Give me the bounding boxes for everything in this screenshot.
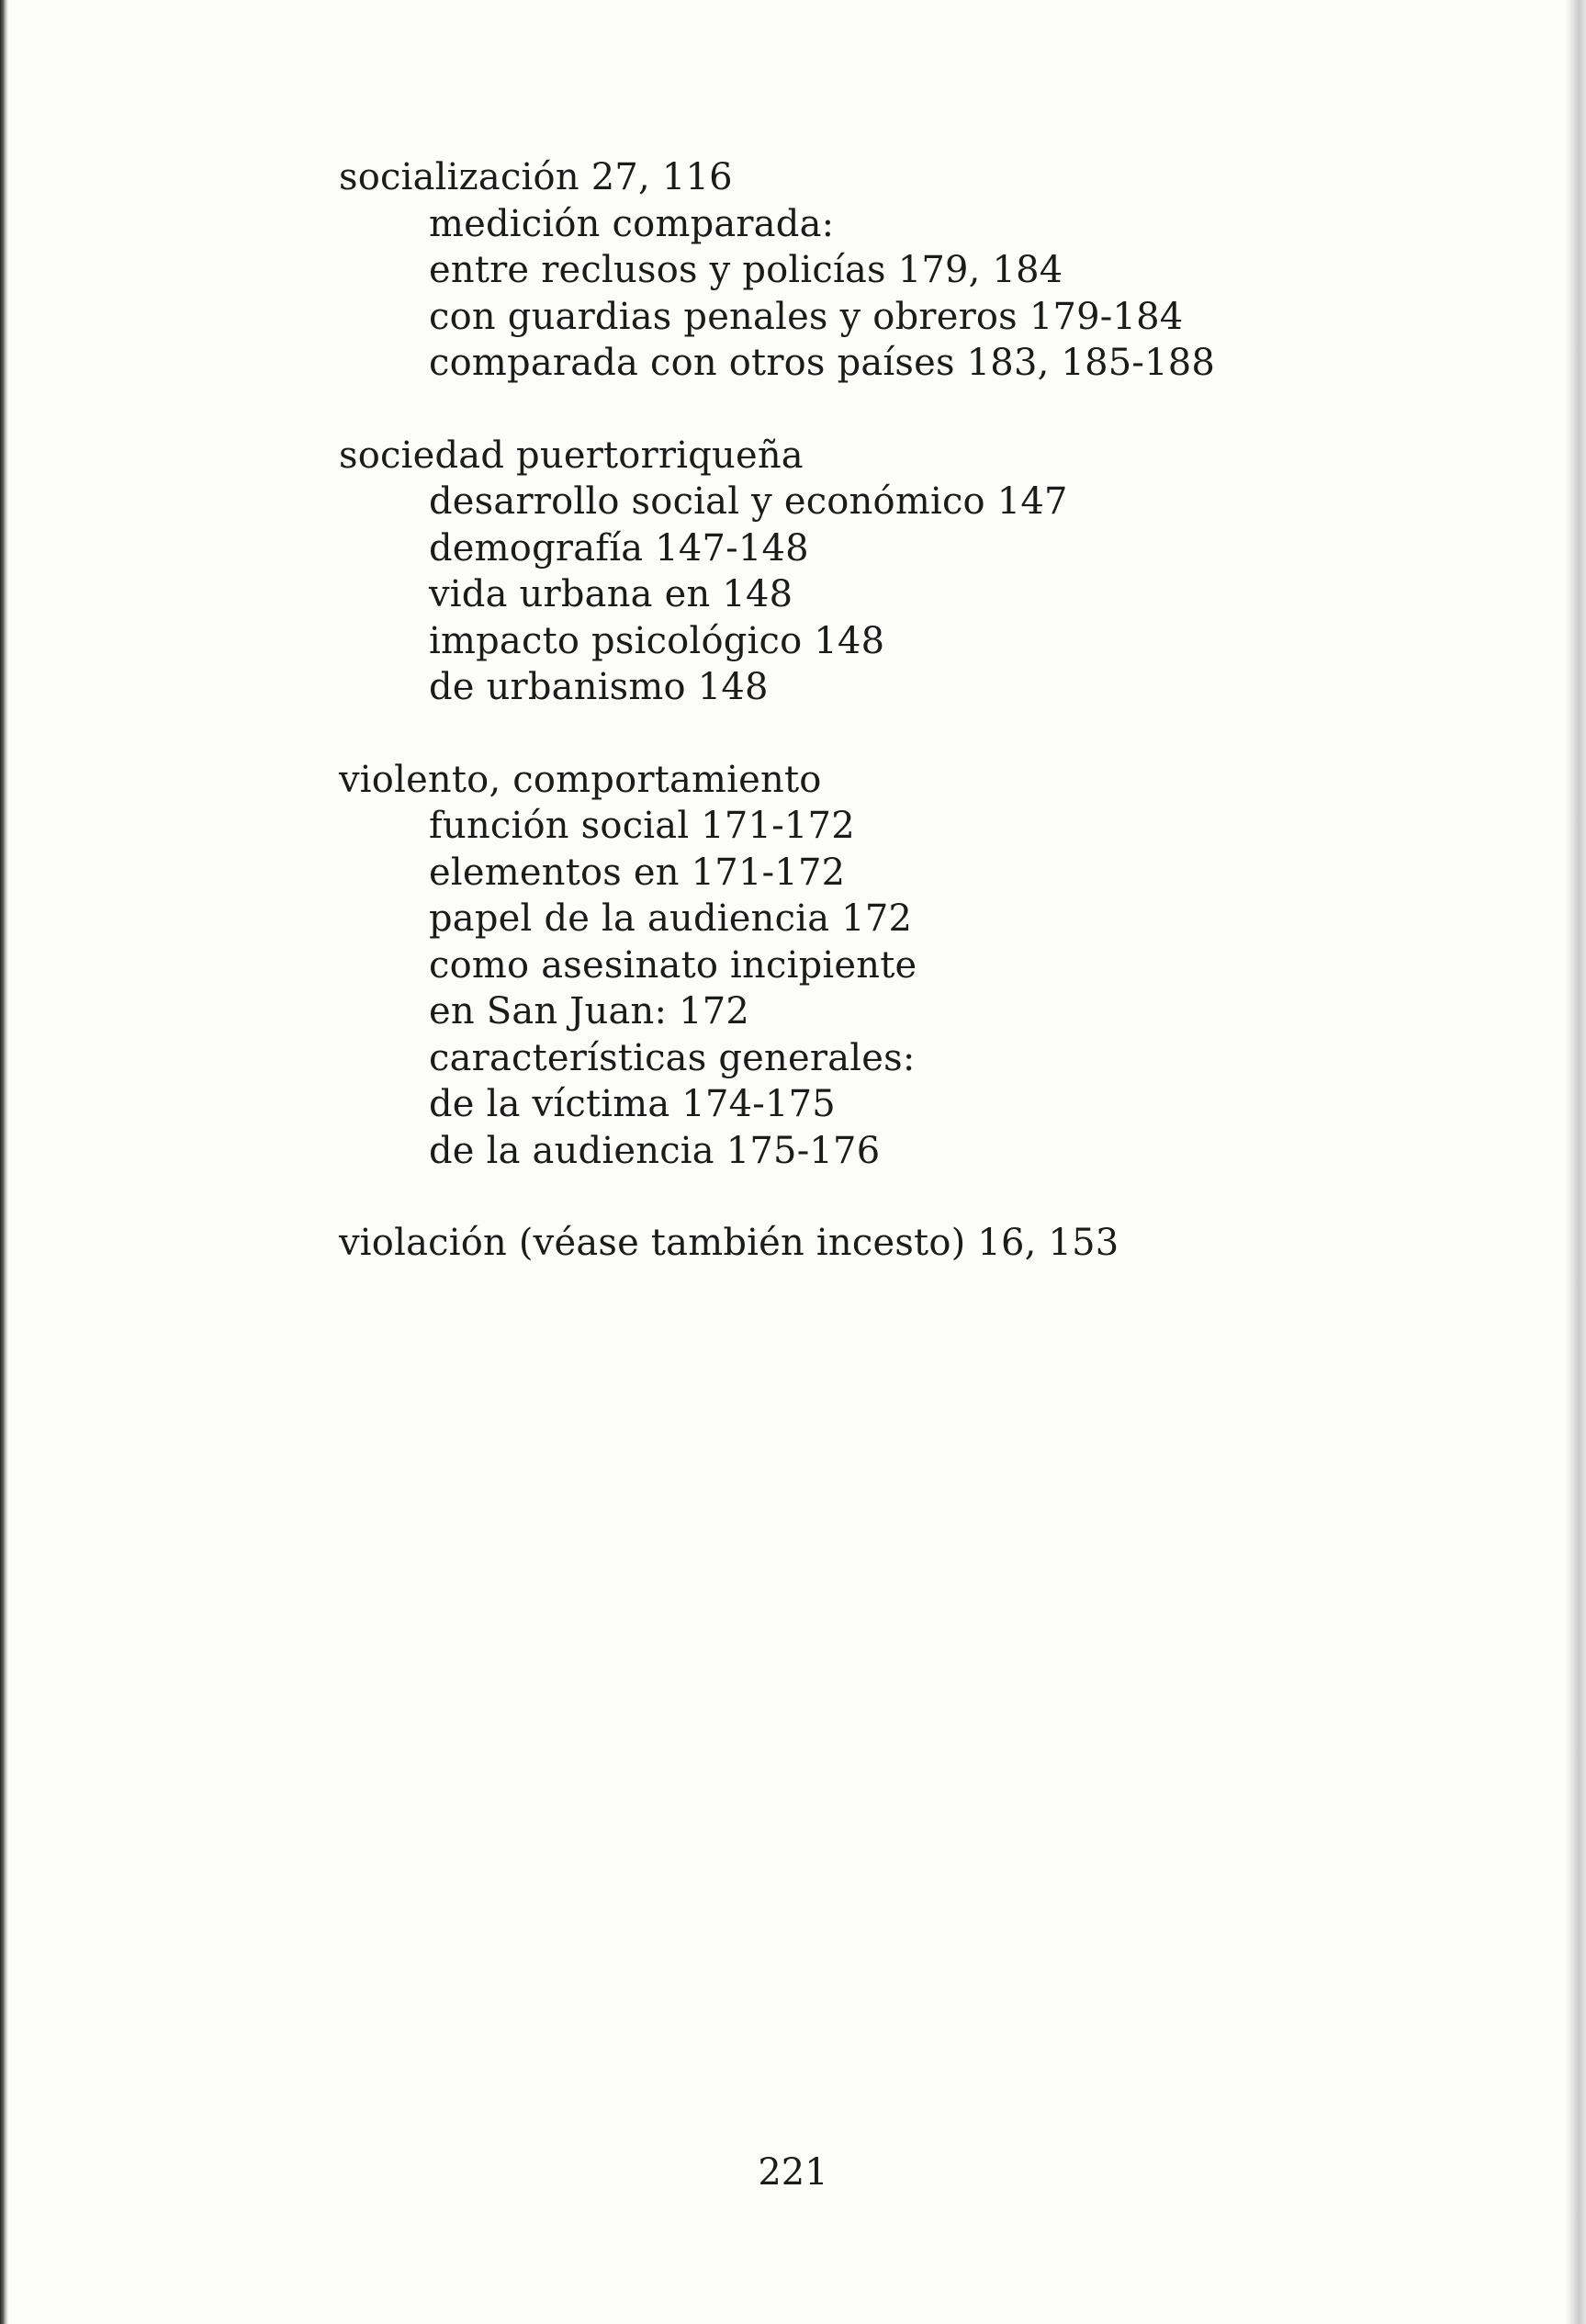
index-heading: sociedad puertorriqueña [339, 434, 804, 477]
index-heading: violación (véase también incesto) 16, 153 [339, 1222, 1119, 1264]
index-heading: socialización 27, 116 [339, 156, 733, 198]
index-subentry: entre reclusos y policías 179, 184 [429, 249, 1063, 291]
page-left-edge [0, 0, 8, 2324]
index-subentry: impacto psicológico 148 [429, 619, 885, 662]
index-subentry: de urbanismo 148 [429, 666, 769, 708]
index-subentry: elementos en 171-172 [429, 851, 846, 894]
index-subentry: medición comparada: [429, 202, 835, 245]
index-subentry: de la víctima 174-175 [429, 1083, 836, 1125]
page-number: 221 [758, 2151, 828, 2194]
index-subentry: características generales: [429, 1036, 916, 1079]
index-subentry: en San Juan: 172 [429, 990, 750, 1032]
page-right-edge [1566, 0, 1586, 2324]
index-heading: violento, comportamiento [339, 758, 822, 801]
index-entry [339, 757, 1478, 1175]
index-subentry: papel de la audiencia 172 [429, 897, 913, 940]
index-subentry: demografía 147-148 [429, 526, 809, 570]
index-entry [339, 154, 1478, 387]
subject-index [339, 154, 1478, 1267]
index-subentry: vida urbana en 148 [429, 573, 793, 615]
index-subentry: de la audiencia 175-176 [429, 1129, 881, 1172]
index-subentry: como asesinato incipiente [429, 943, 917, 987]
index-subentry: comparada con otros países 183, 185-188 [429, 342, 1216, 384]
index-entry [339, 433, 1478, 711]
index-subentry: desarrollo social y económico 147 [429, 480, 1068, 523]
index-subentry: con guardias penales y obreros 179-184 [429, 295, 1184, 338]
index-entry [339, 1220, 1478, 1267]
index-subentry: función social 171-172 [429, 805, 855, 847]
